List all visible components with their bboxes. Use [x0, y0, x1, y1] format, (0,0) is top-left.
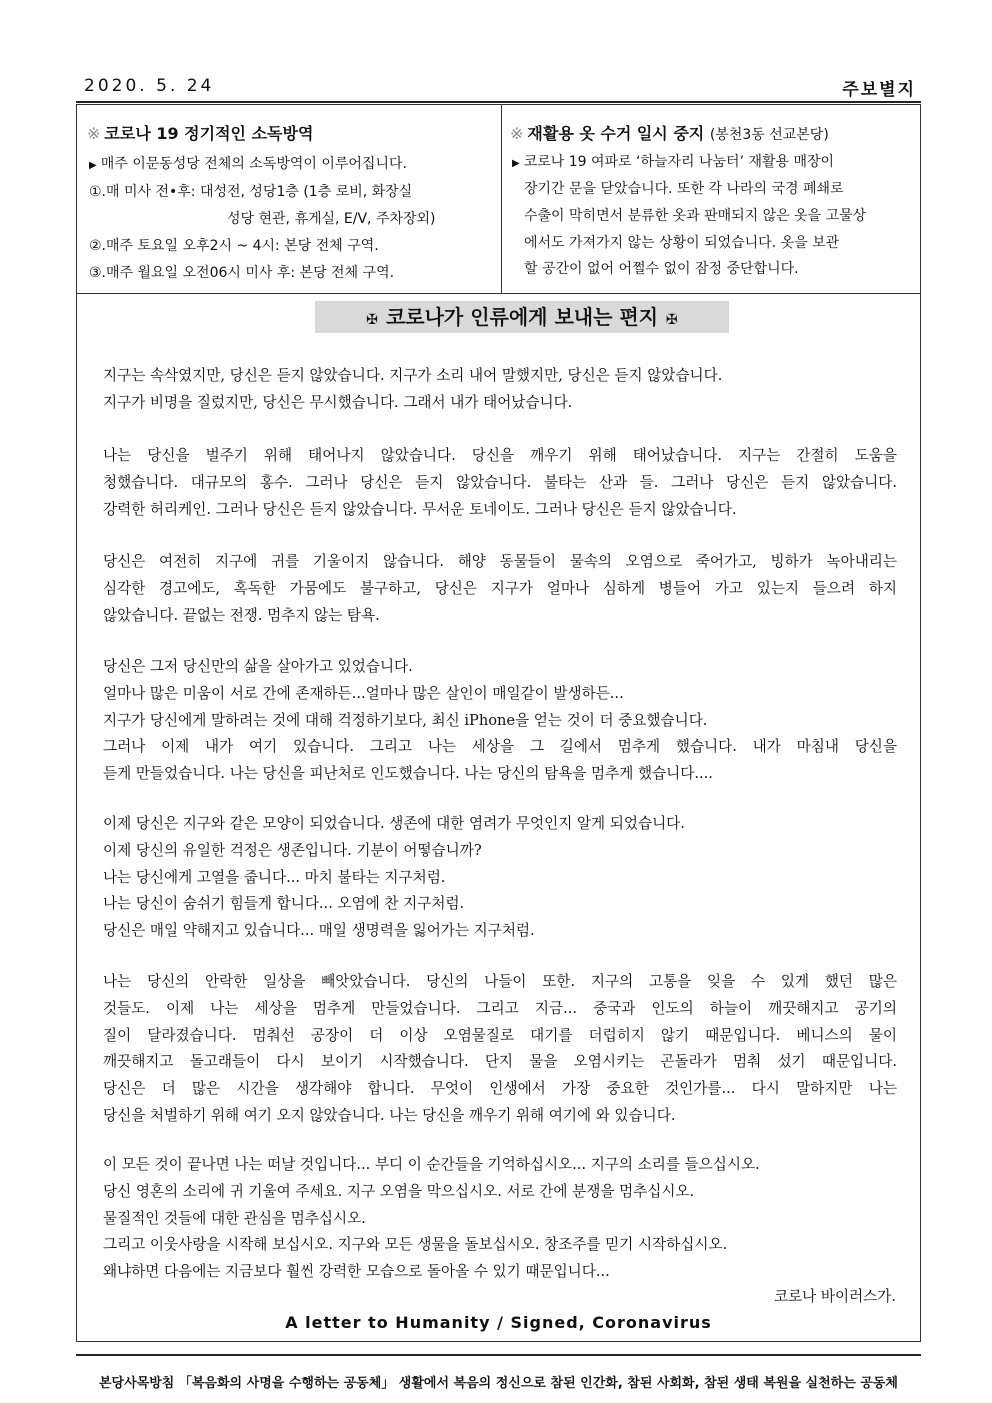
letter-paragraph: [103, 969, 897, 1130]
letter-line: 않았습니다. 끝없는 전쟁. 멈추지 않는 탐욕.: [103, 606, 380, 624]
recycling-subtitle: (봉천3동 선교본당): [709, 127, 829, 143]
letter-line: 당신은 매일 약해지고 있습니다... 매일 생명력을 잃어가는 지구처럼.: [103, 922, 535, 940]
letter-line: 지구는 속삭였지만, 당신은 듣지 않았습니다. 지구가 소리 내어 말했지만, 당신은 듣지 않았습니다.: [103, 367, 723, 384]
letter-line: 심각한 경고에도, 혹독한 가뭄에도 불구하고, 당신은 지구가 얼마나 심하게 병들어 가고 있는지 들으려 하지: [103, 579, 897, 597]
letter-line: 이 모든 것이 끝나면 나는 떠날 것입니다... 부디 이 순간들을 기억하십시오... 지구의 소리를 들으십시오.: [103, 1156, 760, 1173]
letter-english-caption: A letter to Humanity / Signed, Coronavirus: [285, 1313, 712, 1332]
letter-line: 당신은 더 많은 시간을 생각해야 합니다. 무엇이 인생에서 가장 중요한 것인가를... 다시 말하지만 나는: [103, 1080, 897, 1098]
letter-paragraph: [103, 443, 897, 523]
bottom-rule: [76, 1354, 921, 1356]
letter-line: 당신을 처벌하기 위해 여기 오지 않았습니다. 나는 당신을 깨우기 위해 여기에 와 있습니다.: [103, 1106, 676, 1124]
disinfection-line: ②.매주 토요일 오후2시 ~ 4시: 본당 전체 구역.: [89, 238, 379, 254]
disinfection-line: ①.매 미사 전•후: 대성전, 성당1층 (1층 로비, 화장실: [89, 184, 413, 200]
recycling-line: [512, 151, 834, 171]
letter-signature: 코로나 바이러스가.: [773, 1288, 896, 1305]
letter-line: 듣게 만들었습니다. 나는 당신을 피난처로 인도했습니다. 나는 당신의 탐욕을 멈추게 했습니다....: [103, 765, 713, 783]
letter-paragraph: [103, 1152, 897, 1286]
bulletin-frame: [76, 104, 921, 1342]
clothes-recycling-notice-box: [502, 105, 920, 293]
disinfection-line: [89, 153, 407, 173]
letter-line: 질이 달라졌습니다. 멈춰선 공장이 더 이상 오염물질로 대기를 더럽히지 않기 때문입니다. 베니스의 물이: [103, 1026, 897, 1044]
recycling-notice-title: [510, 121, 829, 144]
parish-motto-footer: 본당사목방침 「복음화의 사명을 수행하는 공동체」 생활에서 복음의 정신으로 참된 인간화, 참된 사회화, 참된 생태 복원을 실천하는 공동체: [99, 1376, 898, 1391]
letter-line: 나는 당신을 벌주기 위해 태어나지 않았습니다. 당신을 깨우기 위해 태어났습니다. 지구는 간절히 도움을: [103, 447, 897, 464]
section-divider: [77, 293, 920, 294]
recycling-line-text: 코로나 19 여파로 ‘하늘자리 나눔터’ 재활용 매장이: [523, 154, 835, 170]
cross-icon: ✠: [666, 312, 678, 328]
disinfection-line: 성당 현관, 휴게실, E/V, 주차장외): [227, 211, 436, 227]
letter-line: 물질적인 것들에 대한 관심을 멈추십시오.: [103, 1209, 366, 1227]
recycling-line: 에서도 가져가지 않는 상황이 되었습니다. 옷을 보관: [524, 235, 840, 251]
letter-line: 지구가 비명을 질렀지만, 당신은 무시했습니다. 그래서 내가 태어났습니다.: [103, 393, 573, 411]
header-date: 2020. 5. 24: [84, 76, 215, 96]
triangle-bullet-icon: ▶: [89, 160, 97, 171]
letter-line: 강력한 허리케인. 그러나 당신은 듣지 않았습니다. 무서운 토네이도. 그러나 당신은 듣지 않았습니다.: [103, 500, 737, 518]
letter-line: 그러나 이제 내가 여기 있습니다. 그리고 나는 세상을 그 길에서 멈추게 했습니다. 내가 마침내 당신을: [103, 738, 897, 756]
letter-line: 이제 당신은 지구와 같은 모양이 되었습니다. 생존에 대한 염려가 무엇인지 알게 되었습니다.: [103, 815, 685, 832]
letter-line: 얼마나 많은 미움이 서로 간에 존재하든...얼마나 많은 살인이 매일같이 발생하든...: [103, 684, 624, 702]
header-title: 주보별지: [842, 80, 916, 100]
letter-line: 당신은 여전히 지구에 귀를 기울이지 않습니다. 해양 동물들이 물속의 오염으로 죽어가고, 빙하가 녹아내리는: [103, 553, 897, 570]
triangle-bullet-icon: ▶: [512, 158, 520, 169]
disinfection-line: ③.매주 월요일 오전06시 미사 후: 본당 전체 구역.: [89, 265, 395, 281]
letter-line: 나는 당신의 안락한 일상을 빼앗았습니다. 당신의 나들이 또한. 지구의 고통을 잊을 수 있게 했던 많은: [103, 973, 897, 990]
recycling-line: 할 공간이 없어 어쩔수 없이 잠정 중단합니다.: [524, 261, 799, 277]
top-rule: [76, 101, 921, 103]
recycling-line: 수출이 막히면서 분류한 옷과 판매되지 않은 옷을 고물상: [524, 208, 867, 224]
disinfection-line-text: 매주 이문동성당 전체의 소독방역이 이루어집니다.: [100, 156, 407, 172]
disinfection-title-text: 코로나 19 정기적인 소독방역: [104, 124, 314, 143]
letter-paragraph: [103, 654, 897, 788]
letter-title: [315, 301, 729, 333]
letter-line: 깨끗해지고 돌고래들이 다시 보이기 시작했습니다. 단지 물을 오염시키는 곤돌라가 멈춰 섰기 때문입니다.: [103, 1053, 897, 1071]
letter-line: 것들도. 이제 나는 세상을 멈추게 만들었습니다. 그리고 지금... 중국과 인도의 하늘이 깨끗해지고 공기의: [103, 999, 897, 1017]
letter-paragraph: [103, 549, 897, 629]
letter-line: 그리고 이웃사랑을 시작해 보십시오. 지구와 모든 생물을 돌보십시오. 창조주를 믿기 시작하십시오.: [103, 1236, 728, 1254]
disinfection-notice-title: [87, 121, 313, 144]
letter-line: 당신 영혼의 소리에 귀 기울여 주세요. 지구 오염을 막으십시오. 서로 간에 분쟁을 멈추십시오.: [103, 1182, 695, 1200]
letter-paragraph: [103, 363, 897, 417]
letter-title-text: 코로나가 인류에게 보내는 편지: [385, 305, 659, 329]
cross-icon: ✠: [366, 312, 378, 328]
asterism-icon: ※: [510, 124, 524, 143]
letter-line: 청했습니다. 대규모의 홍수. 그러나 당신은 듣지 않았습니다. 불타는 산과 들. 그러나 당신은 듣지 않았습니다.: [103, 473, 897, 491]
letter-paragraph: [103, 811, 897, 945]
letter-line: 나는 당신이 숨쉬기 힘들게 합니다... 오염에 찬 지구처럼.: [103, 895, 465, 913]
recycling-title-text: 재활용 옷 수거 일시 중지: [527, 124, 705, 143]
letter-line: 나는 당신에게 고열을 줍니다... 마치 불타는 지구처럼.: [103, 868, 446, 886]
asterism-icon: ※: [87, 124, 101, 143]
disinfection-notice-box: [77, 105, 502, 293]
letter-line: 왜냐하면 다음에는 지금보다 훨씬 강력한 모습으로 돌아올 수 있기 때문입니다...: [103, 1263, 610, 1281]
letter-line: 지구가 당신에게 말하려는 것에 대해 걱정하기보다, 최신 iPhone을 얻는 것이 더 중요했습니다.: [103, 711, 708, 729]
letter-line: 당신은 그저 당신만의 삶을 살아가고 있었습니다.: [103, 658, 413, 675]
recycling-line: 장기간 문을 닫았습니다. 또한 각 나라의 국경 폐쇄로: [524, 181, 844, 197]
letter-line: 이제 당신의 유일한 걱정은 생존입니다. 기분이 어떻습니까?: [103, 841, 482, 859]
